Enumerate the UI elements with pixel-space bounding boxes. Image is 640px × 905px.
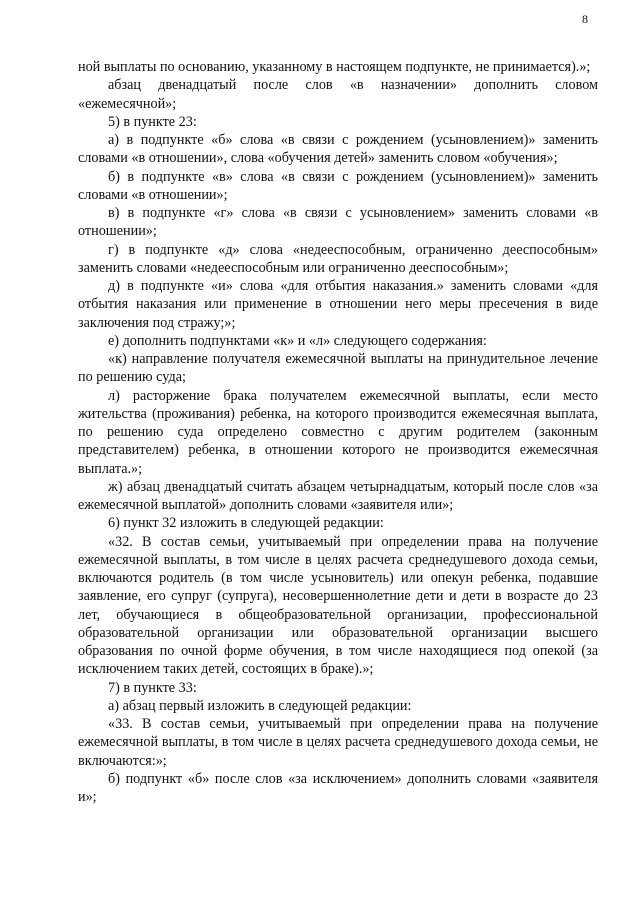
paragraph: ж) абзац двенадцатый считать абзацем четырнадцатым, который после слов «за ежемесячной выплатой» дополнить словами «заявителя или»;: [78, 478, 598, 513]
paragraph: абзац двенадцатый после слов «в назначении» дополнить словом «ежемесячной»;: [78, 77, 598, 112]
paragraph: е) дополнить подпунктами «к» и «л» следующего содержания:: [108, 332, 487, 349]
paragraph: а) абзац первый изложить в следующей редакции:: [108, 697, 412, 714]
paragraph: б) в подпункте «в» слова «в связи с рождением (усыновлением)» заменить словами «в отношении»;: [78, 168, 598, 203]
paragraph: 7) в пункте 33:: [108, 679, 197, 696]
paragraph: ной выплаты по основанию, указанному в настоящем подпункте, не принимается).»;: [78, 59, 591, 75]
paragraph: г) в подпункте «д» слова «недееспособным, ограниченно дееспособным» заменить словами «недееспособным или ограниченно дееспособным»;: [78, 241, 598, 276]
page-number: 8: [582, 12, 588, 26]
paragraph: «33. В состав семьи, учитываемый при определении права на получение ежемесячной выплаты, в том числе в целях расчета среднедушевого дохода семьи, не включаются:»;: [78, 716, 598, 769]
paragraph: д) в подпункте «и» слова «для отбытия наказания.» заменить словами «для отбытия наказания или применение в отношении него меры пресечения в виде заключения под стражу;»;: [78, 278, 598, 331]
paragraph: а) в подпункте «б» слова «в связи с рождением (усыновлением)» заменить словами «в отношении», слова «обучения детей» заменить словом «обучения»;: [78, 132, 598, 167]
paragraph: «32. В состав семьи, учитываемый при определении права на получение ежемесячной выплаты, в том числе в целях расчета среднедушевого дохода семьи, включаются родитель (в том числе усыновитель) или опекун ребенка, подавшие заявление, его супруг (супруга), несовершеннолетние дети и дети в возрасте до 23 лет, обучающиеся в общеобразовательной организации, профессиональной образовательной организации или образовательной организации высшего образования по очной форме обучения, в том числе находящиеся под опекой (за исключением таких детей, состоящих в браке).»;: [78, 533, 598, 678]
paragraph: л) расторжение брака получателем ежемесячной выплаты, если место жительства (проживания) ребенка, на которого производится ежемесячная выплата, по решению суда определено совместно с другим родителем (законным представителем) ребенка, в отношении которого не производится ежемесячная выплата.»;: [78, 387, 598, 477]
paragraph: «к) направление получателя ежемесячной выплаты на принудительное лечение по решению суда;: [78, 351, 598, 386]
paragraph: в) в подпункте «г» слова «в связи с усыновлением» заменить словами «в отношении»;: [78, 205, 598, 240]
document-body: [78, 58, 598, 806]
paragraph: б) подпункт «б» после слов «за исключением» дополнить словами «заявителя и»;: [78, 770, 598, 805]
paragraph: 6) пункт 32 изложить в следующей редакции:: [108, 515, 384, 532]
paragraph: 5) в пункте 23:: [108, 113, 197, 130]
